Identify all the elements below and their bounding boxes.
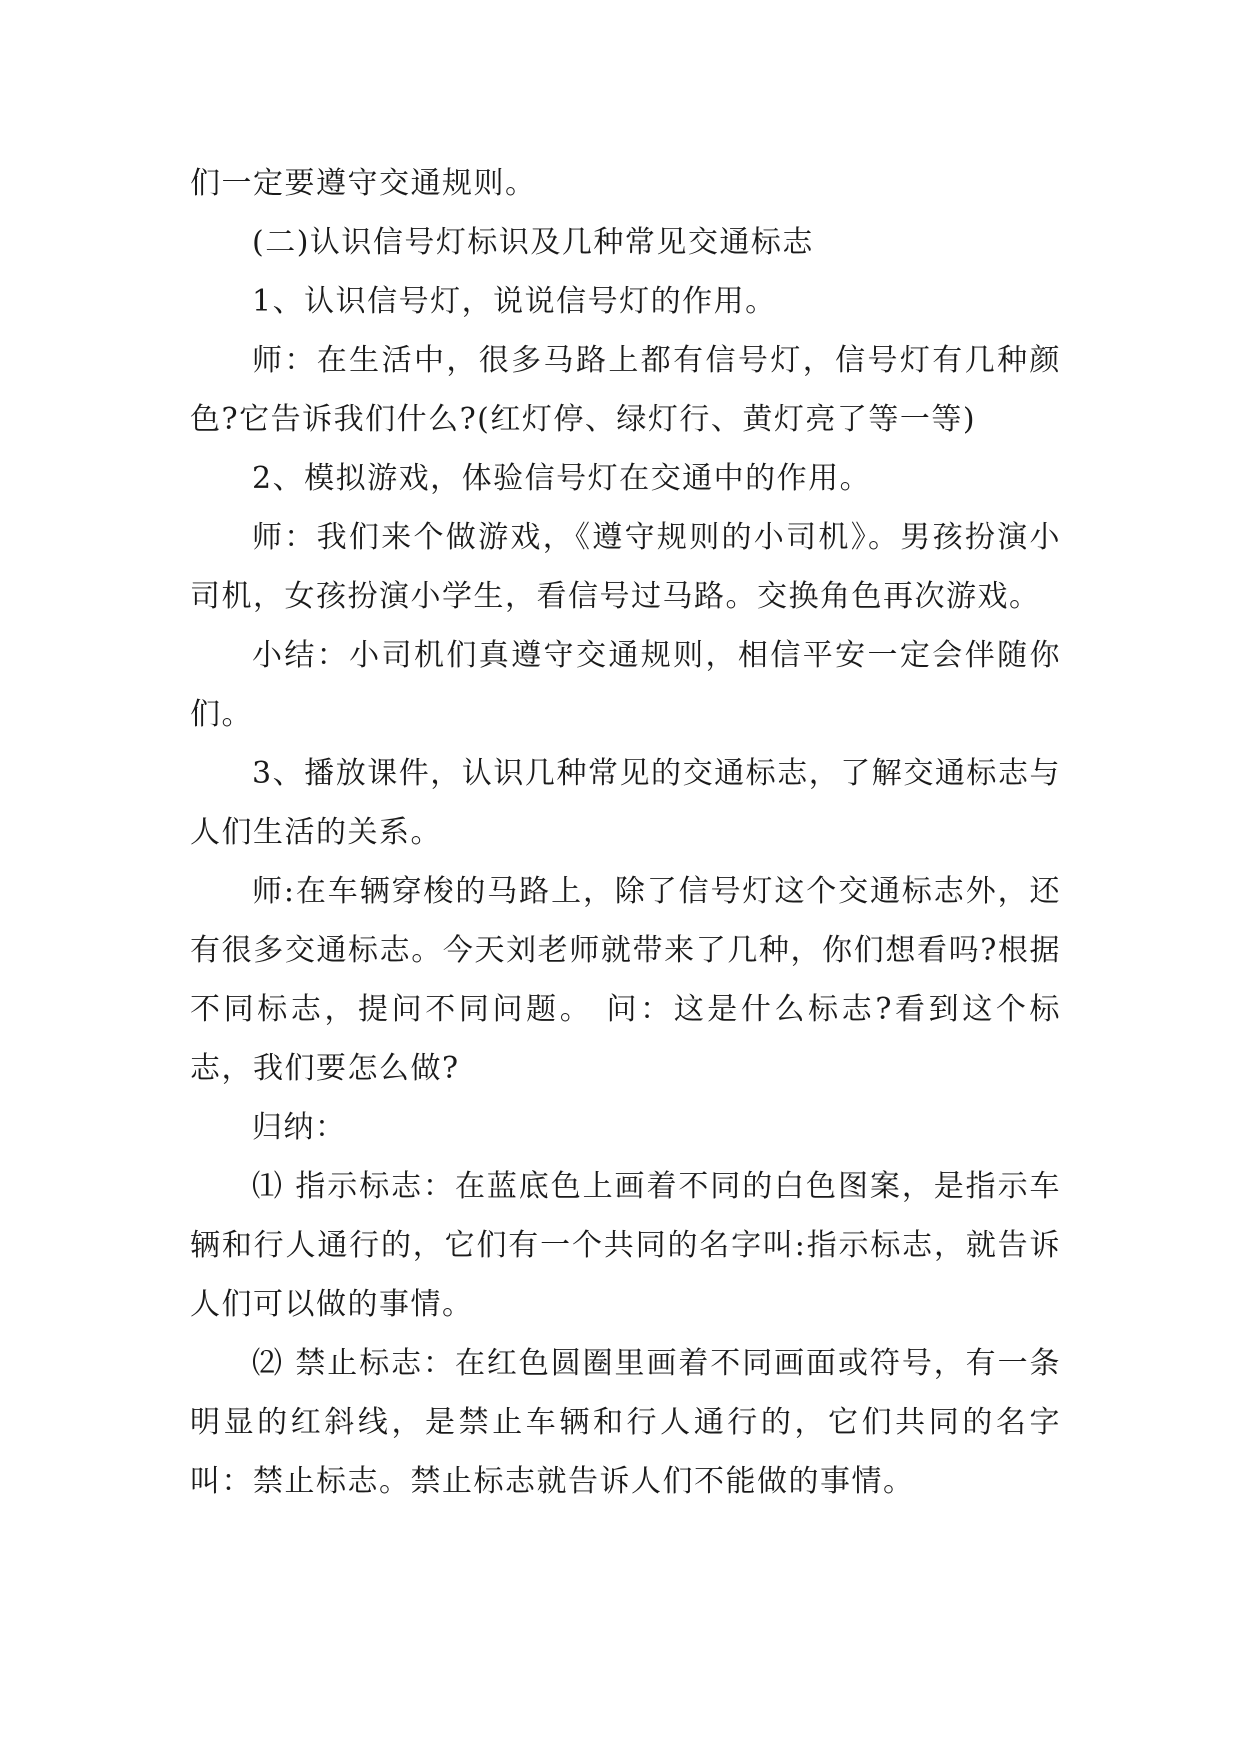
teacher-game-instructions: 师：我们来个做游戏，《遵守规则的小司机》。男孩扮演小司机，女孩扮演小学生，看信号过马路。交换角色再次游戏。 <box>190 520 1061 614</box>
document-page <box>190 0 1061 1754</box>
step-3-heading: 3、播放课件，认识几种常见的交通标志，了解交通标志与人们生活的关系。 <box>190 756 1061 850</box>
step-1-heading: 1、认识信号灯，说说信号灯的作用。 <box>252 284 777 319</box>
paragraph-continuation: 们一定要遵守交通规则。 <box>190 166 537 201</box>
conclusion-label: 归纳： <box>252 1110 347 1145</box>
teacher-question-lights: 师：在生活中，很多马路上都有信号灯，信号灯有几种颜色?它告诉我们什么?(红灯停、绿灯行、黄灯亮了等一等) <box>190 343 1061 437</box>
prohibition-signs-item: ⑵ 禁止标志：在红色圆圈里画着不同画面或符号，有一条明显的红斜线，是禁止车辆和行人通行的，它们共同的名字叫：禁止标志。禁止标志就告诉人们不能做的事情。 <box>190 1346 1061 1499</box>
summary-paragraph: 小结：小司机们真遵守交通规则，相信平安一定会伴随你们。 <box>190 638 1061 732</box>
indication-signs-item: ⑴ 指示标志：在蓝底色上画着不同的白色图案，是指示车辆和行人通行的，它们有一个共同的名字叫:指示标志，就告诉人们可以做的事情。 <box>190 1169 1061 1322</box>
section-heading-traffic-lights: (二)认识信号灯标识及几种常见交通标志 <box>252 225 814 260</box>
teacher-traffic-signs: 师:在车辆穿梭的马路上，除了信号灯这个交通标志外，还有很多交通标志。今天刘老师就带来了几种，你们想看吗?根据不同标志，提问不同问题。 问：这是什么标志?看到这个标志，我们要怎么做? <box>190 874 1061 1086</box>
document-body <box>190 0 1061 1511</box>
step-2-heading: 2、模拟游戏，体验信号灯在交通中的作用。 <box>252 461 872 496</box>
